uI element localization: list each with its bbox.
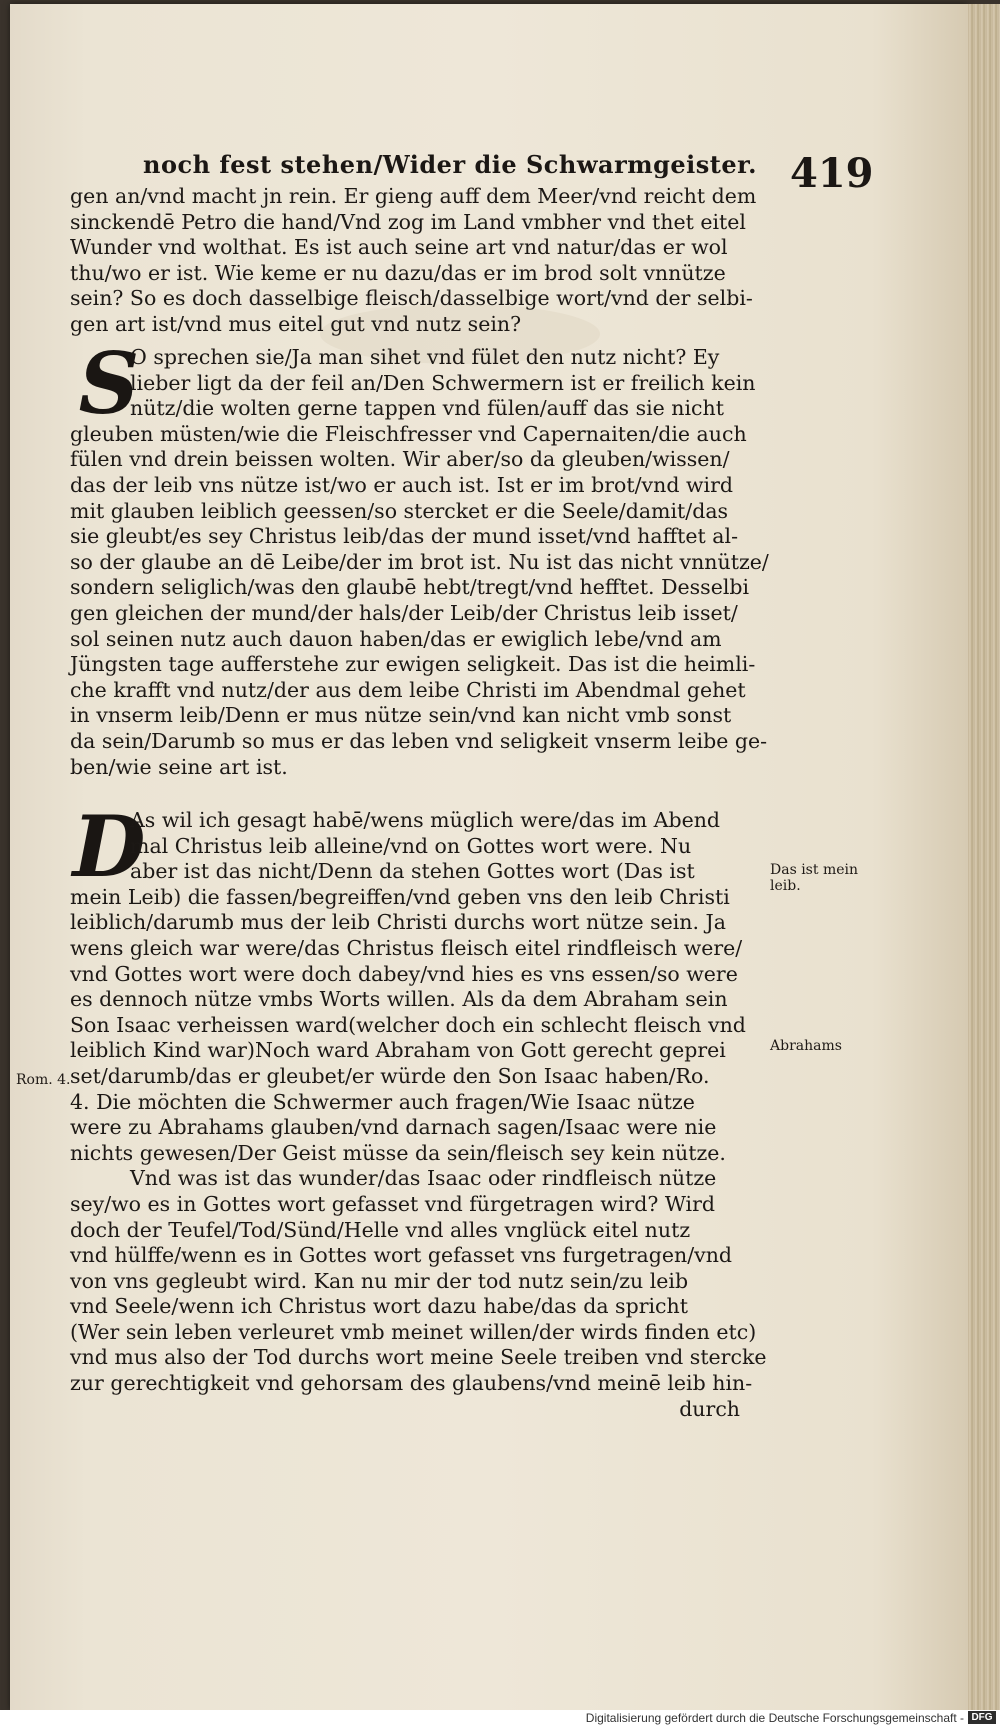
- text-line: gen gleichen der mund/der hals/der Leib/der Christus leib isset/: [70, 600, 738, 625]
- text-line: sinckendē Petro die hand/Vnd zog im Land vmbher vnd thet eitel: [70, 209, 746, 234]
- paragraph-so-sprechen: [70, 334, 770, 780]
- text-line: sol seinen nutz auch dauon haben/das er ewiglich lebe/vnd am: [70, 626, 722, 651]
- text-line: sie gleubt/es sey Christus leib/das der mund isset/vnd hafftet al-: [70, 524, 738, 549]
- drop-cap-initial: D: [72, 797, 146, 896]
- running-head: noch fest stehen/Wider die Schwarmgeister.: [143, 150, 757, 179]
- text-line: aber ist das nicht/Denn da stehen Gottes wort (Das ist: [130, 859, 695, 884]
- margin-note-rom: Rom. 4.: [16, 1072, 71, 1088]
- text-line: sein? So es doch dasselbige fleisch/dasselbige wort/vnd der selbi-: [70, 286, 753, 311]
- text-line: leiblich/darumb mus der leib Christi durchs wort nütze sein. Ja: [70, 910, 726, 935]
- text-line: Jüngsten tage aufferstehe zur ewigen seligkeit. Das ist die heimli-: [70, 652, 756, 677]
- text-line: vnd Gottes wort were doch dabey/vnd hies es vns essen/so were: [70, 961, 738, 986]
- text-line: in vnserm leib/Denn er mus nütze sein/vnd kan nicht vmb sonst: [70, 703, 732, 728]
- page-edge: [968, 4, 1000, 1710]
- text-line: wens gleich war were/das Christus fleisch eitel rindfleisch were/: [70, 935, 743, 960]
- text-line: 4. Die möchten die Schwermer auch fragen/Wie Isaac nütze: [70, 1089, 695, 1114]
- page-number: 419: [790, 150, 874, 197]
- text-line: es dennoch nütze vmbs Worts willen. Als da dem Abraham sein: [70, 987, 728, 1012]
- text-line: vnd Seele/wenn ich Christus wort dazu habe/das da spricht: [70, 1294, 688, 1319]
- text-line: were zu Abrahams glauben/vnd darnach sagen/Isaac were nie: [70, 1115, 717, 1140]
- text-line: As wil ich gesagt habē/wens müglich were/das im Abend: [130, 808, 721, 832]
- text-line: Vnd was ist das wunder/das Isaac oder rindfleisch nütze: [130, 1166, 717, 1191]
- text-line: lieber ligt da der feil an/Den Schwermern ist er freilich kein: [130, 370, 756, 395]
- text-line: ben/wie seine art ist.: [70, 754, 288, 779]
- text-line: leiblich Kind war)Noch ward Abraham von Gott gerecht geprei: [70, 1038, 726, 1063]
- text-line: mal Christus leib alleine/vnd on Gottes wort were. Nu: [130, 833, 692, 858]
- text-line: mit glauben leiblich geessen/so stercket er die Seele/damit/das: [70, 498, 729, 523]
- text-line: vnd hülffe/wenn es in Gottes wort gefasset vns furgetragen/vnd: [70, 1243, 733, 1268]
- text-line: doch der Teufel/Tod/Sünd/Helle vnd alles vnglück eitel nutz: [70, 1217, 691, 1242]
- text-line: von vns gegleubt wird. Kan nu mir der tod nutz sein/zu leib: [70, 1268, 689, 1293]
- text-line: Son Isaac verheissen ward(welcher doch ein schlecht fleisch vnd: [70, 1012, 746, 1037]
- text-line: (Wer sein leben verleuret vmb meinet willen/der wirds finden etc): [70, 1319, 757, 1344]
- text-line: das der leib vns nütze ist/wo er auch ist. Ist er im brot/vnd wird: [70, 472, 733, 497]
- text-line: nichts gewesen/Der Geist müsse da sein/fleisch sey kein nütze.: [70, 1140, 726, 1165]
- text-line: so der glaube an dē Leibe/der im brot ist. Nu ist das nicht vnnütze/: [70, 549, 769, 574]
- text-line: da sein/Darumb so mus er das leben vnd seligkeit vnserm leibe ge-: [70, 728, 768, 753]
- paragraph-das-wil-ich: [70, 797, 770, 1422]
- text-line: durch: [679, 1396, 740, 1421]
- paragraph-continuation: [70, 184, 770, 338]
- margin-note-line: Das ist mein: [770, 862, 858, 878]
- text-line: zur gerechtigkeit vnd gehorsam des glaubens/vnd meinē leib hin-: [70, 1371, 753, 1396]
- text-line: nütz/die wolten gerne tappen vnd fülen/auff das sie nicht: [130, 396, 724, 421]
- text-line: che krafft vnd nutz/der aus dem leibe Christi im Abendmal gehet: [70, 677, 746, 702]
- dfg-logo: DFG: [968, 1711, 996, 1724]
- text-line: O sprechen sie/Ja man sihet vnd fület den nutz nicht? Ey: [130, 345, 720, 369]
- text-line: mein Leib) die fassen/begreiffen/vnd geben vns den leib Christi: [70, 884, 730, 909]
- text-line: vnd mus also der Tod durchs wort meine Seele treiben vnd stercke: [70, 1345, 767, 1370]
- drop-cap-initial: S: [78, 334, 140, 433]
- text-line: fülen vnd drein beissen wolten. Wir aber/so da gleuben/wissen/: [70, 447, 730, 472]
- text-line: gleuben müsten/wie die Fleischfresser vnd Capernaiten/die auch: [70, 421, 747, 446]
- text-line: gen an/vnd macht jn rein. Er gieng auff dem Meer/vnd reicht dem: [70, 184, 757, 208]
- text-line: thu/wo er ist. Wie keme er nu dazu/das er im brod solt vnnütze: [70, 260, 726, 285]
- text-line: sey/wo es in Gottes wort gefasset vnd fürgetragen wird? Wird: [70, 1191, 716, 1216]
- margin-note-das-ist-mein-leib: [770, 862, 858, 894]
- text-line: gen art ist/vnd mus eitel gut vnd nutz sein?: [70, 311, 522, 336]
- margin-note-line: leib.: [770, 878, 801, 894]
- text-line: sondern seliglich/was den glaubē hebt/tregt/vnd hefftet. Desselbi: [70, 575, 750, 600]
- text-line: set/darumb/das er gleubet/er würde den Son Isaac haben/Ro.: [70, 1063, 710, 1088]
- footer-credit: Digitalisierung gefördert durch die Deutsche Forschungsgemeinschaft -: [585, 1711, 964, 1725]
- text-line: Wunder vnd wolthat. Es ist auch seine art vnd natur/das er wol: [70, 235, 728, 260]
- margin-note-abrahams: Abrahams: [770, 1038, 842, 1054]
